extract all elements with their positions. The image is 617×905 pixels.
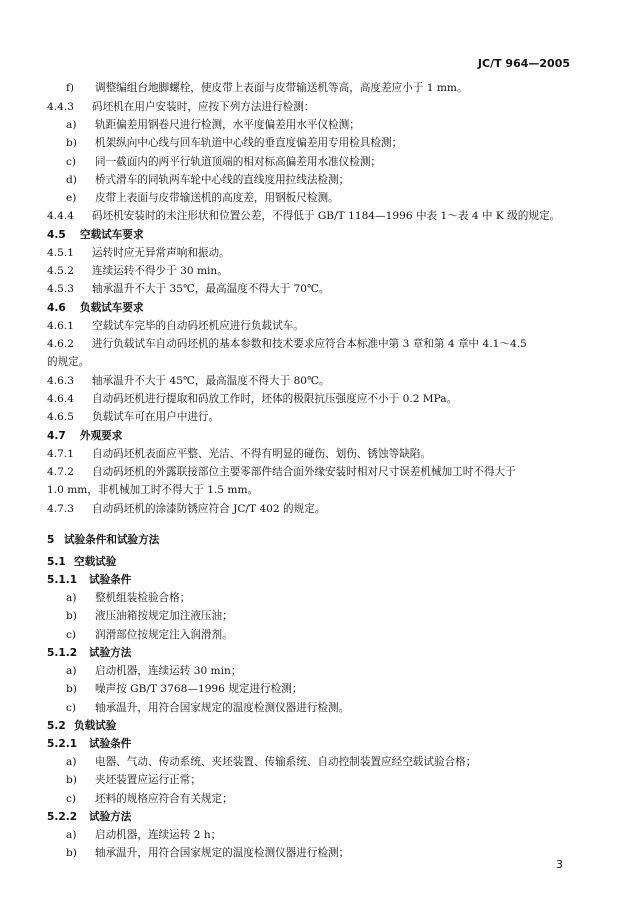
clause-number: 5 (47, 534, 55, 546)
clause-number: 4.6.4 (47, 393, 74, 405)
clause-number: 4.7 (47, 430, 66, 442)
clause-number: 4.6.5 (47, 411, 74, 423)
clause-number: 4.4.3 (47, 101, 74, 113)
section-heading: 试验条件和试验方法 (64, 534, 160, 546)
clause-text: 自动码坯机的涂漆防锈应符合 JC/T 402 的规定。 (92, 503, 326, 515)
clause-number: 4.7.1 (47, 448, 74, 460)
clause-text: 坯料的规格应符合有关规定； (95, 793, 233, 805)
clause-text: 机架纵向中心线与回车轨道中心线的垂直度偏差用专用检具检测； (95, 137, 403, 149)
clause-text: 的规定。 (47, 356, 90, 368)
clause-number: a) (66, 829, 77, 841)
clause-number: 5.1 (47, 556, 66, 568)
clause-text: 润滑部位按规定注入润滑剂。 (95, 629, 233, 641)
clause-text: 轴承温升不大于 35℃，最高温度不得大于 70℃。 (92, 283, 330, 295)
clause-text: 自动码坯机表面应平整、光洁、不得有明显的碰伤、划伤、锈蚀等缺陷。 (92, 448, 431, 460)
clause-text: 轴承温升，用符合国家规定的温度检测仪器进行检测。 (95, 702, 350, 714)
section-heading: 试验方法 (89, 811, 132, 823)
document-code: JC/T 964—2005 (477, 57, 570, 70)
clause-text: 自动码坯机进行提取和码放工作时，坯体的极限抗压强度应不小于 0.2 MPa。 (92, 393, 458, 405)
clause-number: a) (66, 665, 77, 677)
clause-number: d) (66, 174, 77, 186)
clause-number: a) (66, 119, 77, 131)
clause-text: 轴承温升，用符合国家规定的温度检测仪器进行检测； (95, 847, 350, 859)
clause-number: 4.4.4 (47, 210, 74, 222)
clause-number: f) (66, 82, 75, 94)
clause-text: 轴承温升不大于 45℃，最高温度不得大于 80℃。 (92, 375, 330, 387)
clause-number: a) (66, 592, 77, 604)
clause-number: 5.2.1 (47, 738, 78, 750)
clause-number: a) (66, 756, 77, 768)
clause-number: 5.2 (47, 720, 66, 732)
clause-number: c) (66, 156, 77, 168)
clause-text: 桥式滑车的同轨两车轮中心线的直线度用拉线法检测； (95, 174, 350, 186)
clause-text: 1.0 mm，非机械加工时不得大于 1.5 mm。 (47, 484, 259, 496)
clause-number: e) (66, 192, 77, 204)
clause-number: 5.1.2 (47, 647, 78, 659)
clause-number: c) (66, 702, 77, 714)
clause-text: 负载试车可在用户中进行。 (92, 411, 220, 423)
section-heading: 试验方法 (89, 647, 132, 659)
section-heading: 外观要求 (80, 430, 123, 442)
clause-number: b) (66, 847, 77, 859)
clause-text: 噪声按 GB/T 3768—1996 规定进行检测； (95, 683, 303, 695)
clause-text: 启动机器，连续运转 2 h； (95, 829, 222, 841)
clause-number: 4.5.2 (47, 265, 74, 277)
clause-text: 启动机器，连续运转 30 min； (95, 665, 242, 677)
clause-text: 进行负载试车自动码坯机的基本参数和技术要求应符合本标准中第 3 章和第 4 章中 4.1～4.5 (92, 338, 527, 350)
section-heading: 试验条件 (89, 574, 132, 586)
clause-text: 整机组装检验合格； (95, 592, 191, 604)
clause-number: 5.1.1 (47, 574, 78, 586)
clause-number: b) (66, 137, 77, 149)
clause-number: 4.5.3 (47, 283, 74, 295)
section-heading: 负载试车要求 (80, 302, 144, 314)
clause-number: c) (66, 793, 77, 805)
section-heading: 空载试车要求 (80, 229, 144, 241)
clause-number: 4.6.3 (47, 375, 74, 387)
clause-number: b) (66, 610, 77, 622)
clause-text: 码坯机安装时的未注形状和位置公差，不得低于 GB/T 1184—1996 中表 1～表 4 中 K 级的规定。 (92, 210, 561, 222)
clause-text: 码坯机在用户安装时，应按下列方法进行检测： (92, 101, 315, 113)
clause-text: 空载试车完毕的自动码坯机应进行负载试车。 (92, 320, 304, 332)
clause-number: c) (66, 629, 77, 641)
clause-text: 运转时应无异常声响和振动。 (92, 247, 230, 259)
clause-number: 4.7.3 (47, 503, 74, 515)
section-heading: 试验条件 (89, 738, 132, 750)
clause-text: 自动码坯机的外露联接部位主要零部件结合面外缘安装时相对尺寸误差机械加工时不得大于 (92, 466, 516, 478)
clause-number: 4.7.2 (47, 466, 74, 478)
clause-number: 4.6 (47, 302, 66, 314)
clause-number: 4.6.2 (47, 338, 74, 350)
clause-text: 轨距偏差用钢卷尺进行检测，水平度偏差用水平仪检测； (95, 119, 360, 131)
clause-text: 液压油箱按规定加注液压油； (95, 610, 233, 622)
clause-text: 同一截面内的两平行轨道顶端的相对标高偏差用水准仪检测； (95, 156, 382, 168)
clause-number: 5.2.2 (47, 811, 78, 823)
clause-number: b) (66, 774, 77, 786)
clause-text: 连续运转不得少于 30 min。 (92, 265, 228, 277)
section-heading: 负载试验 (74, 720, 117, 732)
clause-text: 调整编组台地脚螺栓，使皮带上表面与皮带输送机等高，高度差应小于 1 mm。 (95, 82, 468, 94)
page-number: 3 (556, 858, 563, 871)
clause-number: 4.6.1 (47, 320, 74, 332)
clause-text: 夹坯装置应运行正常； (95, 774, 201, 786)
clause-number: 4.5.1 (47, 247, 74, 259)
clause-text: 电器、气动、传动系统、夹坯装置、传输系统、自动控制装置应经空载试验合格； (95, 756, 477, 768)
clause-text: 皮带上表面与皮带输送机的高度差，用钢板尺检测。 (95, 192, 339, 204)
clause-number: b) (66, 683, 77, 695)
section-heading: 空载试验 (74, 556, 117, 568)
clause-number: 4.5 (47, 229, 66, 241)
